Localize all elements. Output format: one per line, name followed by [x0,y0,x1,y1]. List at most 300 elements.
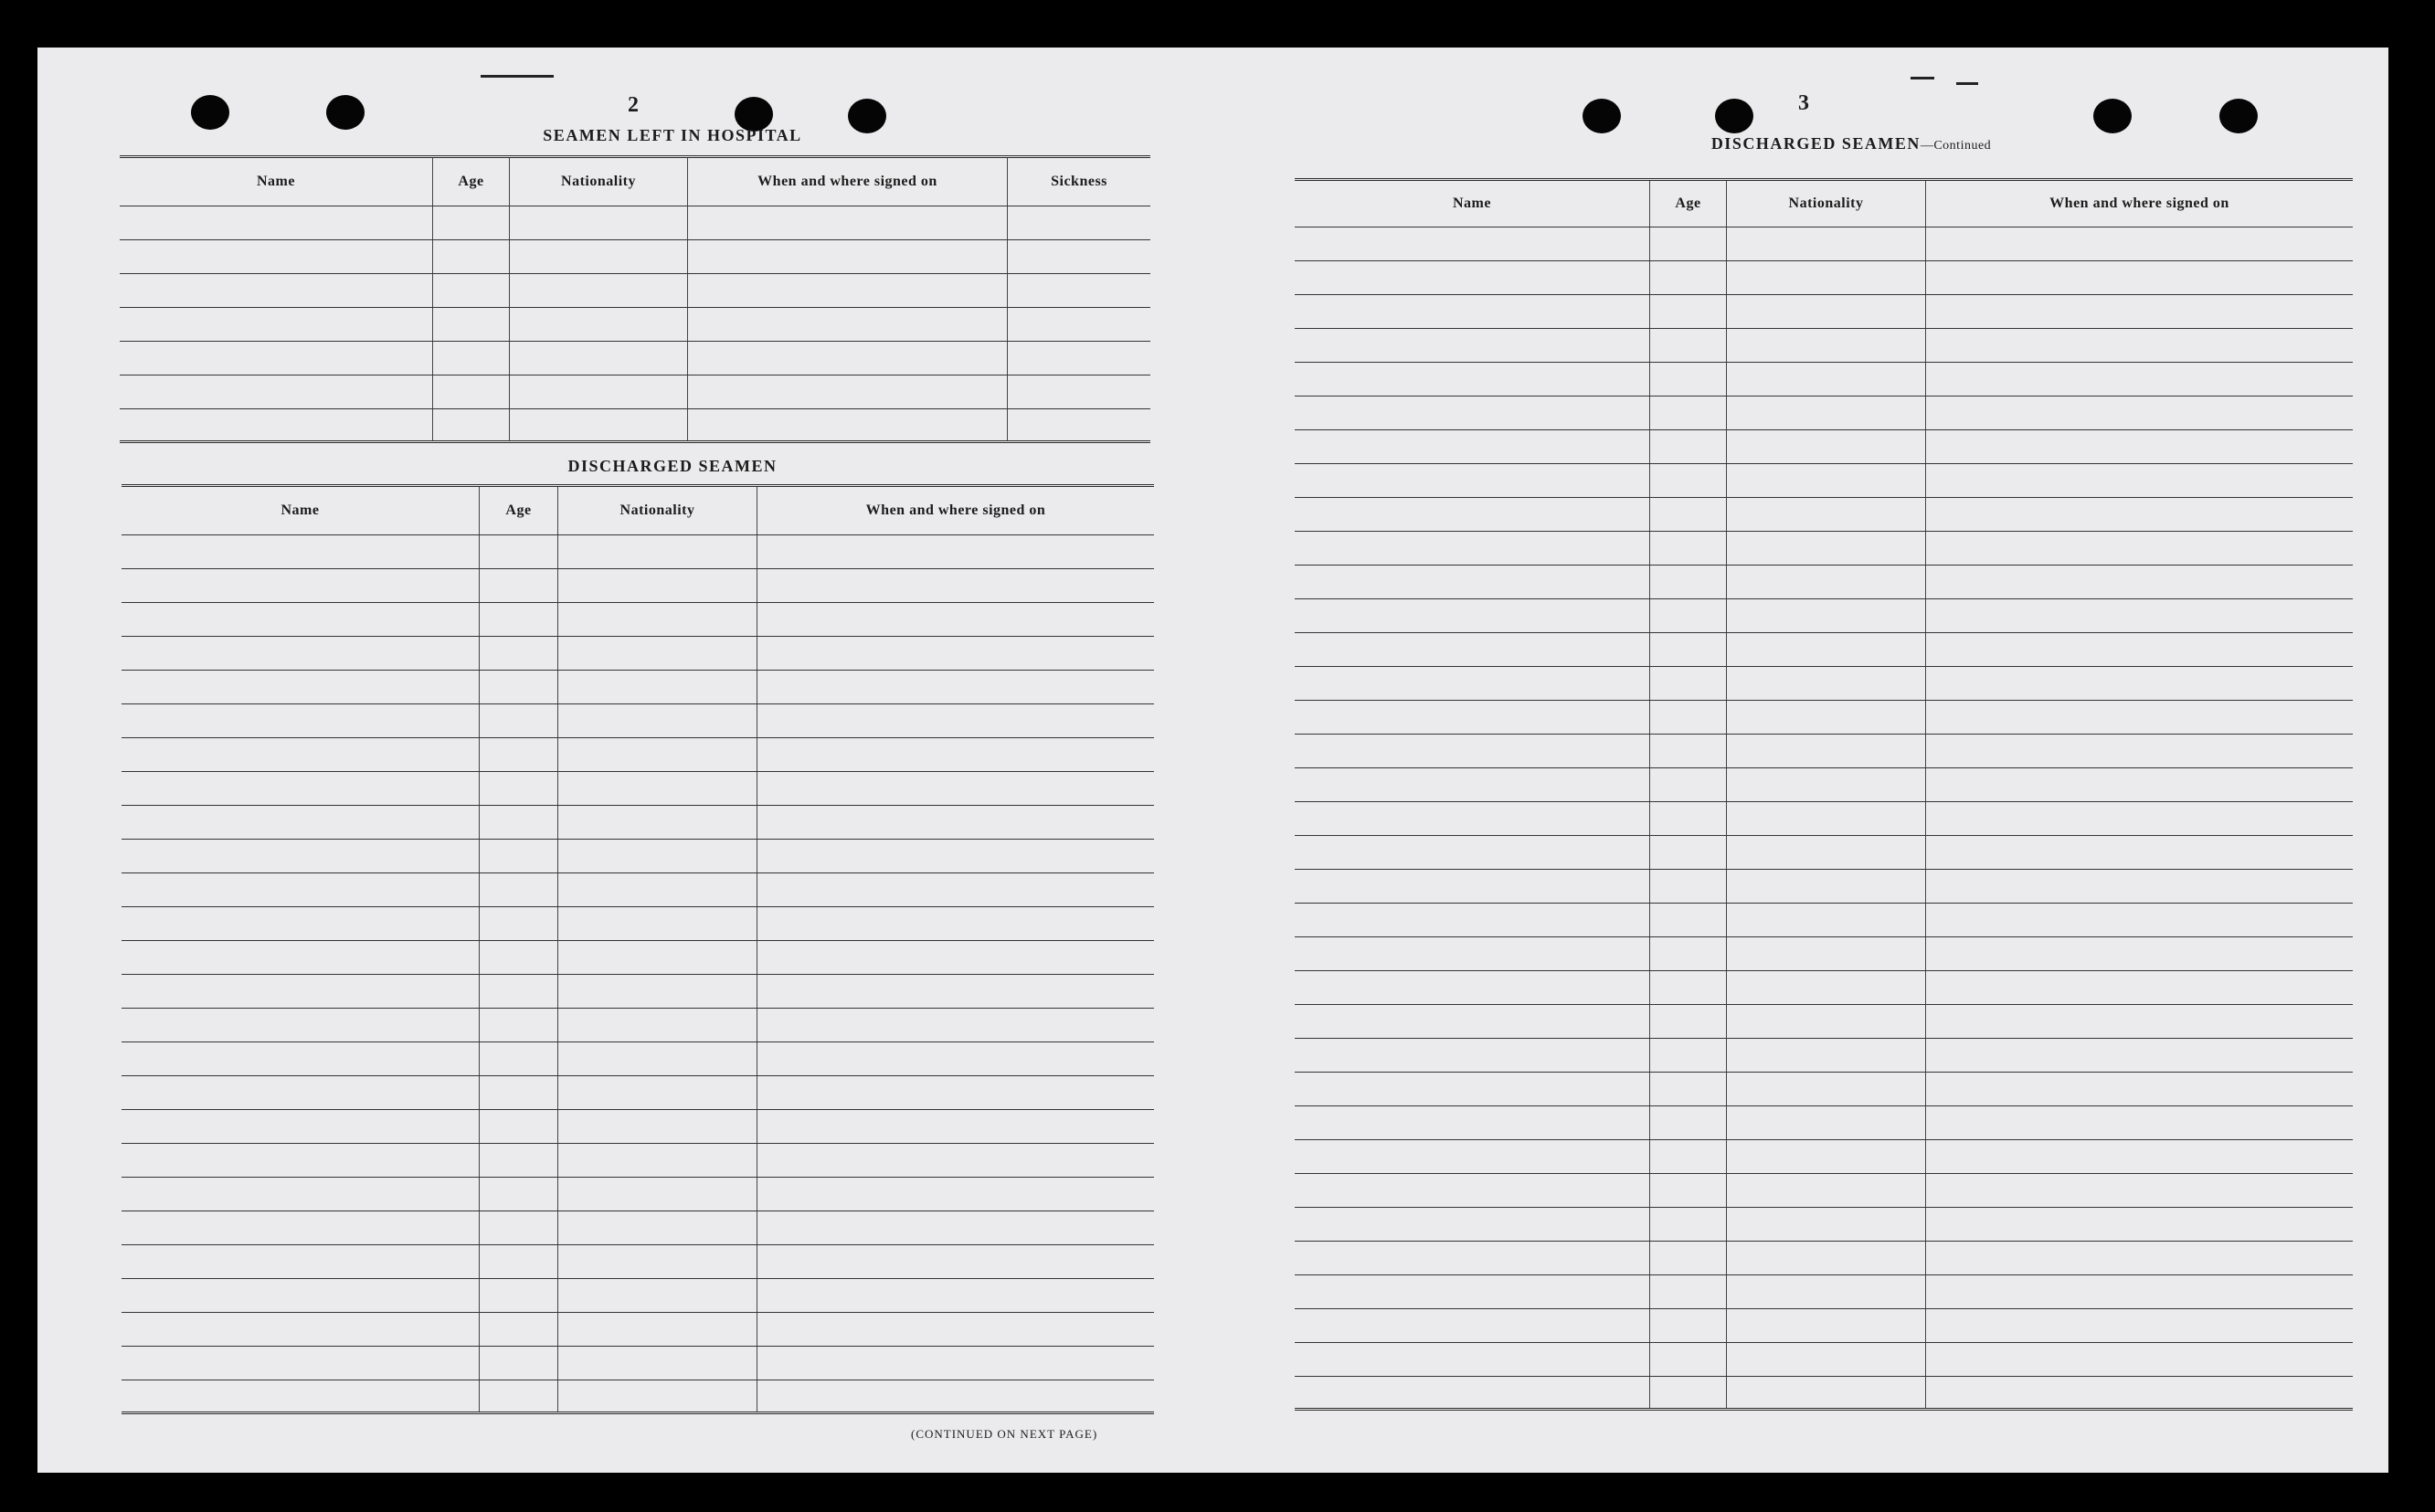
table-cell [688,274,1008,307]
table-row [1295,430,2353,464]
table-cell [480,1009,558,1041]
table-cell [480,1076,558,1109]
table-cell [120,240,433,273]
table-cell [1295,261,1650,294]
table-cell [757,1042,1154,1075]
table-row [1295,904,2353,937]
table-row [1295,532,2353,566]
table-cell [1650,1309,1727,1342]
table-cell [1295,1005,1650,1038]
table-cell [480,1211,558,1244]
table-cell [1295,937,1650,970]
table-cell [757,671,1154,703]
table-cell [558,603,757,636]
table-cell [688,308,1008,341]
table-cell [122,603,480,636]
table-cell [558,1347,757,1380]
col-header-signed-on: When and where signed on [688,158,1008,206]
table-row [122,1076,1154,1110]
table-cell [1727,633,1926,666]
table-cell [510,206,688,239]
table-cell [122,840,480,872]
table-row [122,569,1154,603]
table-cell [1295,1242,1650,1274]
table-cell [1650,1140,1727,1173]
table-cell [1008,240,1150,273]
table-cell [757,941,1154,974]
table-cell [1926,464,2353,497]
table-cell [1727,1106,1926,1139]
print-mark [481,75,554,78]
table-cell [1295,802,1650,835]
table-cell [1650,802,1727,835]
discharged-continued-title-main: DISCHARGED SEAMEN [1710,134,1921,153]
page-number-right: 3 [1798,91,1809,115]
punch-hole [326,95,365,130]
punch-hole [2093,99,2132,133]
table-cell [757,1245,1154,1278]
table-cell [1295,768,1650,801]
table-cell [122,941,480,974]
table-row [120,409,1150,443]
table-cell [1295,464,1650,497]
table-cell [1727,1073,1926,1105]
table-cell [510,409,688,440]
table-cell [1727,701,1926,734]
table-cell [1295,904,1650,936]
table-cell [757,840,1154,872]
table-cell [480,704,558,737]
table-cell [558,1178,757,1211]
table-cell [1926,633,2353,666]
table-cell [1926,532,2353,565]
table-cell [1926,735,2353,767]
table-cell [1650,1039,1727,1072]
print-mark [1911,77,1934,79]
table-cell [558,873,757,906]
table-cell [1650,227,1727,260]
table-cell [1295,870,1650,903]
table-row [1295,397,2353,430]
table-cell [558,1313,757,1346]
table-row [122,1347,1154,1380]
table-cell [122,1144,480,1177]
table-cell [1926,430,2353,463]
table-cell [1926,836,2353,869]
table-cell [558,738,757,771]
table-cell [433,342,510,375]
table-cell [1926,1309,2353,1342]
table-cell [1727,464,1926,497]
table-row [1295,768,2353,802]
table-cell [757,772,1154,805]
table-row [122,806,1154,840]
table-cell [480,1279,558,1312]
table-row [1295,1242,2353,1275]
table-cell [433,308,510,341]
table-cell [1650,329,1727,362]
table-cell [510,375,688,408]
table-cell [1650,498,1727,531]
table-cell [1926,498,2353,531]
table-cell [433,409,510,440]
table-cell [122,569,480,602]
table-cell [122,1313,480,1346]
table-cell [1727,735,1926,767]
table-row [122,840,1154,873]
table-cell [1650,261,1727,294]
discharged-continued-title [1536,134,2166,153]
table-cell [1295,1073,1650,1105]
discharged-table-body [122,535,1154,1414]
table-cell [122,1347,480,1380]
table-cell [480,738,558,771]
table-row [120,375,1150,409]
table-row [1295,735,2353,768]
table-cell [480,941,558,974]
table-cell [1727,1005,1926,1038]
table-cell [1650,295,1727,328]
table-row [1295,1039,2353,1073]
table-cell [688,206,1008,239]
table-cell [1650,667,1727,700]
table-cell [1650,836,1727,869]
table-cell [1926,295,2353,328]
table-row [122,1178,1154,1211]
table-row [1295,498,2353,532]
table-row [1295,1343,2353,1377]
table-cell [757,535,1154,568]
col-header-age: Age [1650,181,1727,227]
table-cell [122,1076,480,1109]
table-cell [480,975,558,1008]
table-row [120,274,1150,308]
table-row [1295,1140,2353,1174]
table-cell [1008,206,1150,239]
table-cell [1650,971,1727,1004]
table-cell [558,569,757,602]
table-row [122,671,1154,704]
table-row [1295,295,2353,329]
table-cell [1650,904,1727,936]
hospital-table [120,155,1150,443]
table-cell [1650,1174,1727,1207]
table-cell [122,1110,480,1143]
table-cell [1295,1377,1650,1408]
table-cell [1727,1275,1926,1308]
table-cell [757,1380,1154,1412]
table-cell [1650,1377,1727,1408]
table-cell [122,671,480,703]
discharged-table [122,484,1154,1414]
discharged-continued-title-suffix: —Continued [1920,139,1992,153]
table-cell [1008,409,1150,440]
table-cell [1295,1275,1650,1308]
table-cell [1650,633,1727,666]
table-cell [1727,397,1926,429]
table-cell [1295,1343,1650,1376]
table-row [122,772,1154,806]
table-cell [1650,397,1727,429]
table-row [1295,1073,2353,1106]
table-cell [1926,701,2353,734]
table-cell [1926,599,2353,632]
table-cell [1295,1039,1650,1072]
table-row [122,1009,1154,1042]
table-row [1295,1106,2353,1140]
table-row [1295,971,2353,1005]
table-cell [122,975,480,1008]
table-cell [1650,532,1727,565]
table-cell [1650,870,1727,903]
table-cell [1650,599,1727,632]
table-cell [1727,937,1926,970]
table-cell [1926,904,2353,936]
table-cell [1650,768,1727,801]
table-cell [1727,802,1926,835]
table-cell [1926,1275,2353,1308]
col-header-name: Name [1295,181,1650,227]
table-row [122,704,1154,738]
table-cell [757,975,1154,1008]
table-cell [1926,329,2353,362]
table-cell [558,1211,757,1244]
table-row [122,738,1154,772]
table-cell [757,1110,1154,1143]
table-cell [1650,1073,1727,1105]
table-cell [1650,464,1727,497]
table-cell [558,941,757,974]
table-row [122,535,1154,569]
table-row [1295,1309,2353,1343]
table-cell [1926,363,2353,396]
table-cell [757,569,1154,602]
table-cell [1295,701,1650,734]
table-cell [1926,1242,2353,1274]
table-cell [558,1042,757,1075]
table-cell [757,1009,1154,1041]
table-cell [1727,836,1926,869]
table-cell [122,1178,480,1211]
table-cell [1926,261,2353,294]
table-cell [1926,227,2353,260]
col-header-signed-on: When and where signed on [865,502,1046,518]
table-row [1295,363,2353,397]
table-cell [558,1245,757,1278]
table-cell [1926,768,2353,801]
table-cell [122,873,480,906]
table-cell [558,1380,757,1412]
table-cell [688,409,1008,440]
table-cell [1926,566,2353,598]
table-cell [480,1042,558,1075]
table-row [122,1380,1154,1414]
table-cell [757,738,1154,771]
table-cell [757,1313,1154,1346]
table-cell [1650,1106,1727,1139]
table-cell [122,1211,480,1244]
page-number-left: 2 [628,93,639,117]
table-cell [1727,498,1926,531]
table-cell [757,637,1154,670]
table-row [122,1313,1154,1347]
table-cell [1727,566,1926,598]
table-cell [480,1347,558,1380]
table-cell [1008,274,1150,307]
col-header-nationality: Nationality [510,158,688,206]
table-cell [1727,1140,1926,1173]
table-cell [480,840,558,872]
table-cell [1727,667,1926,700]
col-header-nationality: Nationality [1727,181,1926,227]
table-cell [1295,971,1650,1004]
table-cell [122,738,480,771]
table-cell [1650,1242,1727,1274]
table-row [1295,937,2353,971]
table-row [1295,1208,2353,1242]
continued-footnote: (CONTINUED ON NEXT PAGE) [911,1427,1098,1441]
table-cell [1727,1039,1926,1072]
table-cell [757,1347,1154,1380]
table-cell [1295,430,1650,463]
table-cell [1727,430,1926,463]
table-cell [120,274,433,307]
table-cell [433,206,510,239]
table-row [1295,870,2353,904]
table-row [122,907,1154,941]
table-cell [558,907,757,940]
table-row [120,206,1150,240]
punch-hole [1715,99,1753,133]
table-cell [1650,735,1727,767]
punch-hole [191,95,229,130]
hospital-table-header [120,158,1150,206]
table-cell [122,907,480,940]
table-cell [120,206,433,239]
discharged-section-title: DISCHARGED SEAMEN [567,457,778,475]
table-cell [1650,430,1727,463]
table-cell [558,671,757,703]
col-header-name: Name [120,158,433,206]
table-cell [1727,870,1926,903]
table-cell [1295,397,1650,429]
table-row [1295,464,2353,498]
table-row [1295,1275,2353,1309]
table-cell [757,1144,1154,1177]
hospital-table-body [120,206,1150,443]
table-row [122,873,1154,907]
table-cell [480,873,558,906]
table-cell [1650,1005,1727,1038]
table-cell [757,1279,1154,1312]
table-cell [480,772,558,805]
table-cell [757,907,1154,940]
table-row [122,1211,1154,1245]
table-cell [558,1009,757,1041]
table-cell [1926,1039,2353,1072]
table-cell [1727,532,1926,565]
table-row [122,1110,1154,1144]
table-cell [122,1279,480,1312]
table-cell [558,704,757,737]
table-row [1295,261,2353,295]
table-cell [757,873,1154,906]
table-cell [1727,227,1926,260]
table-row [122,975,1154,1009]
table-cell [1295,633,1650,666]
table-row [120,308,1150,342]
table-cell [1727,295,1926,328]
table-cell [1926,870,2353,903]
table-cell [1926,1377,2353,1408]
table-cell [1295,1309,1650,1342]
table-cell [1727,768,1926,801]
table-cell [1926,1073,2353,1105]
table-row [1295,599,2353,633]
table-cell [1008,308,1150,341]
table-cell [433,375,510,408]
table-row [120,240,1150,274]
table-cell [1926,1343,2353,1376]
table-cell [480,671,558,703]
hospital-section-title: SEAMEN LEFT IN HOSPITAL [543,126,802,144]
table-cell [1727,1242,1926,1274]
table-cell [1295,1174,1650,1207]
table-cell [688,342,1008,375]
table-cell [558,840,757,872]
table-cell [1926,397,2353,429]
discharged-table-header [122,487,1154,535]
discharged-continued-table-body [1295,227,2353,1411]
table-cell [1727,261,1926,294]
table-cell [1926,1140,2353,1173]
table-cell [120,342,433,375]
table-row [1295,227,2353,261]
table-cell [1926,1005,2353,1038]
table-row [122,637,1154,671]
table-row [122,1245,1154,1279]
table-cell [558,1144,757,1177]
discharged-continued-table [1295,178,2353,1411]
table-cell [480,1110,558,1143]
table-row [120,342,1150,375]
table-cell [1926,802,2353,835]
table-cell [510,274,688,307]
table-row [1295,802,2353,836]
scanned-document-sheet [37,48,2388,1473]
table-cell [120,409,433,440]
table-cell [1295,329,1650,362]
table-cell [558,1110,757,1143]
table-cell [1008,342,1150,375]
table-cell [1295,667,1650,700]
col-header-nationality: Nationality [558,487,757,534]
table-cell [757,1211,1154,1244]
table-cell [1727,599,1926,632]
table-row [1295,667,2353,701]
table-cell [480,1245,558,1278]
table-cell [558,535,757,568]
table-cell [122,1245,480,1278]
table-cell [122,535,480,568]
table-row [1295,633,2353,667]
table-row [1295,701,2353,735]
table-cell [480,569,558,602]
table-cell [1650,566,1727,598]
table-cell [757,704,1154,737]
table-cell [1727,1208,1926,1241]
table-cell [1727,1377,1926,1408]
